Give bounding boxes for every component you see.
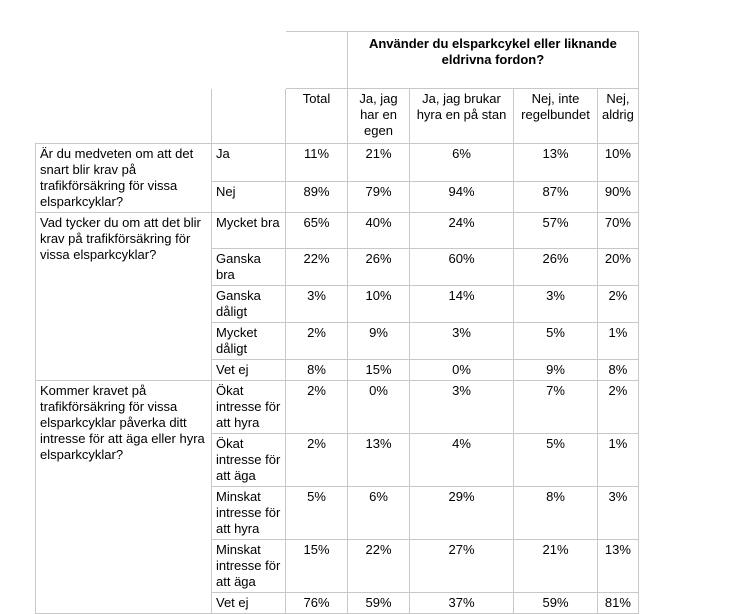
value-cell: 26% xyxy=(514,249,598,286)
answer-label: Mycket bra xyxy=(212,213,286,249)
value-cell: 7% xyxy=(514,381,598,434)
value-cell: 15% xyxy=(348,360,410,381)
answer-label: Minskat intresse för att hyra xyxy=(212,487,286,540)
value-cell: 8% xyxy=(286,360,348,381)
value-cell: 10% xyxy=(598,144,639,182)
value-cell: 20% xyxy=(598,249,639,286)
answer-label: Ökat intresse för att hyra xyxy=(212,381,286,434)
value-cell: 2% xyxy=(598,286,639,323)
header-super-row xyxy=(36,32,639,89)
empty-corner-cell xyxy=(36,89,212,144)
value-cell: 6% xyxy=(410,144,514,182)
value-cell: 13% xyxy=(348,434,410,487)
value-cell: 59% xyxy=(348,593,410,614)
value-cell: 21% xyxy=(514,540,598,593)
column-header-total: Total xyxy=(286,89,348,144)
value-cell: 22% xyxy=(348,540,410,593)
value-cell: 0% xyxy=(348,381,410,434)
answer-label: Mycket dåligt xyxy=(212,323,286,360)
value-cell: 90% xyxy=(598,181,639,212)
column-header-not-regularly: Nej, inte regelbundet xyxy=(514,89,598,144)
value-cell: 1% xyxy=(598,323,639,360)
value-cell: 3% xyxy=(410,323,514,360)
question-cell: Vad tycker du om att det blir krav på trafikförsäkring för vissa elsparkcyklar? xyxy=(36,213,212,381)
value-cell: 15% xyxy=(286,540,348,593)
answer-label: Minskat intresse för att äga xyxy=(212,540,286,593)
value-cell: 2% xyxy=(286,434,348,487)
value-cell: 27% xyxy=(410,540,514,593)
answer-label: Ja xyxy=(212,144,286,182)
value-cell: 9% xyxy=(348,323,410,360)
header-columns-row xyxy=(36,89,639,144)
survey-table xyxy=(35,31,639,614)
value-cell: 3% xyxy=(598,487,639,540)
table-row xyxy=(36,213,639,249)
value-cell: 81% xyxy=(598,593,639,614)
value-cell: 3% xyxy=(514,286,598,323)
value-cell: 94% xyxy=(410,181,514,212)
column-header-own: Ja, jag har en egen xyxy=(348,89,410,144)
value-cell: 21% xyxy=(348,144,410,182)
value-cell: 14% xyxy=(410,286,514,323)
value-cell: 29% xyxy=(410,487,514,540)
value-cell: 76% xyxy=(286,593,348,614)
value-cell: 26% xyxy=(348,249,410,286)
value-cell: 22% xyxy=(286,249,348,286)
value-cell: 9% xyxy=(514,360,598,381)
column-header-never: Nej, aldrig xyxy=(598,89,639,144)
value-cell: 70% xyxy=(598,213,639,249)
answer-label: Vet ej xyxy=(212,360,286,381)
value-cell: 89% xyxy=(286,181,348,212)
value-cell: 8% xyxy=(514,487,598,540)
value-cell: 2% xyxy=(286,381,348,434)
answer-label: Vet ej xyxy=(212,593,286,614)
value-cell: 60% xyxy=(410,249,514,286)
value-cell: 24% xyxy=(410,213,514,249)
value-cell: 3% xyxy=(286,286,348,323)
value-cell: 2% xyxy=(598,381,639,434)
value-cell: 3% xyxy=(410,381,514,434)
value-cell: 59% xyxy=(514,593,598,614)
value-cell: 6% xyxy=(348,487,410,540)
value-cell: 5% xyxy=(514,434,598,487)
value-cell: 11% xyxy=(286,144,348,182)
value-cell: 79% xyxy=(348,181,410,212)
value-cell: 10% xyxy=(348,286,410,323)
value-cell: 8% xyxy=(598,360,639,381)
column-header-rent: Ja, jag brukar hyra en på stan xyxy=(410,89,514,144)
question-cell: Kommer kravet på trafikförsäkring för vissa elsparkcyklar påverka ditt intresse för att äga eller hyra elsparkcyklar? xyxy=(36,381,212,614)
question-cell: Är du medveten om att det snart blir krav på trafikförsäkring för vissa elsparkcyklar? xyxy=(36,144,212,213)
value-cell: 40% xyxy=(348,213,410,249)
empty-corner-cell xyxy=(212,32,286,89)
table-row xyxy=(36,144,639,182)
answer-label: Ganska bra xyxy=(212,249,286,286)
value-cell: 4% xyxy=(410,434,514,487)
answer-label: Nej xyxy=(212,181,286,212)
value-cell: 57% xyxy=(514,213,598,249)
value-cell: 1% xyxy=(598,434,639,487)
value-cell: 13% xyxy=(514,144,598,182)
empty-total-super-cell xyxy=(286,32,348,89)
empty-corner-cell xyxy=(212,89,286,144)
value-cell: 87% xyxy=(514,181,598,212)
column-group-header: Använder du elsparkcykel eller liknande eldrivna fordon? xyxy=(348,32,639,89)
value-cell: 13% xyxy=(598,540,639,593)
empty-corner-cell xyxy=(36,32,212,89)
value-cell: 5% xyxy=(286,487,348,540)
value-cell: 2% xyxy=(286,323,348,360)
value-cell: 65% xyxy=(286,213,348,249)
value-cell: 0% xyxy=(410,360,514,381)
value-cell: 5% xyxy=(514,323,598,360)
answer-label: Ganska dåligt xyxy=(212,286,286,323)
value-cell: 37% xyxy=(410,593,514,614)
table-row xyxy=(36,381,639,434)
answer-label: Ökat intresse för att äga xyxy=(212,434,286,487)
